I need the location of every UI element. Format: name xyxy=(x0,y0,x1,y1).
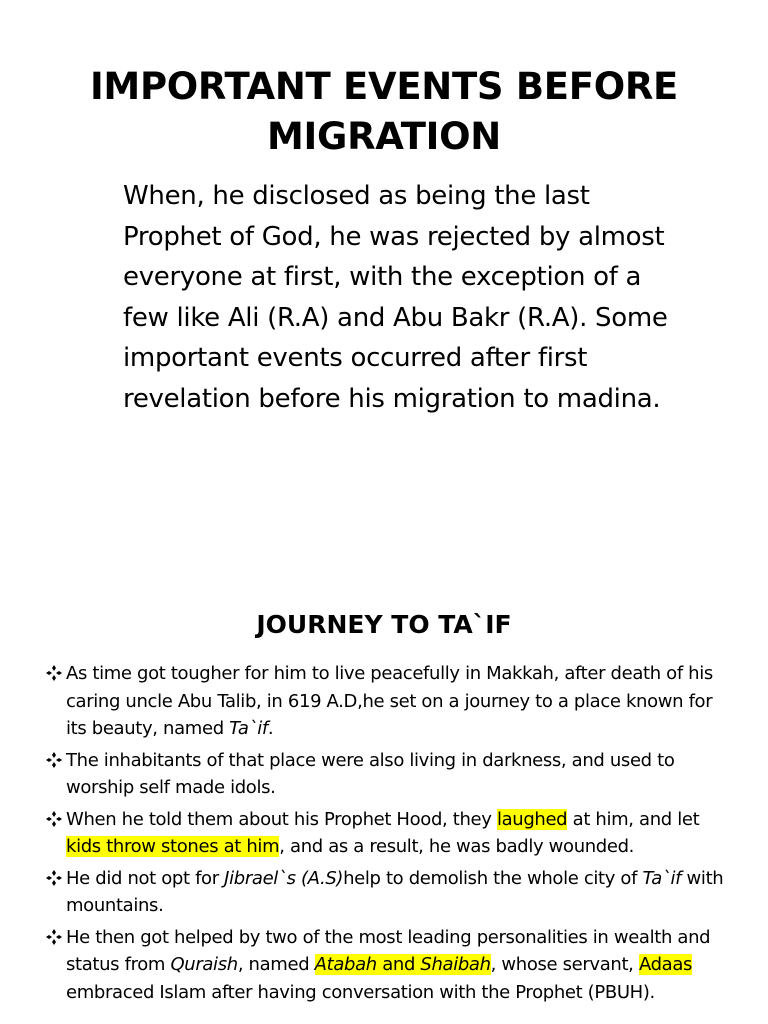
page-title: IMPORTANT EVENTS BEFORE MIGRATION xyxy=(89,65,679,158)
diamond-bullet-icon xyxy=(46,811,62,827)
list-item xyxy=(46,924,736,1007)
bullet-text: at him, and let xyxy=(567,808,700,830)
bullet-text: , whose servant, xyxy=(490,954,639,975)
bullet-text: help to demolish the whole city of xyxy=(343,867,643,889)
list-item xyxy=(46,806,736,861)
diamond-bullet-icon xyxy=(46,870,62,886)
bullet-text: , and as a result, he was badly wounded. xyxy=(279,836,635,857)
highlighted-name: Atabah xyxy=(314,954,377,975)
bullet-list xyxy=(46,660,736,1010)
place-name: Ta`if xyxy=(642,867,682,889)
name-text: Quraish xyxy=(170,954,238,975)
bullet-text: As time got tougher for him to live peacefully in Makkah, after death of his caring uncle Abu Talib, in 619 A.D,he set on a journey to a place known for its beauty, named xyxy=(66,663,713,739)
bullet-text: The inhabitants of that place were also living in darkness, and used to worship self made idols. xyxy=(66,749,675,798)
slide-journey-to-taif xyxy=(0,560,768,1024)
bullet-text: embraced Islam after having conversation with the Prophet (PBUH). xyxy=(66,981,655,1003)
list-item xyxy=(46,865,736,920)
bullet-text: He did not opt for xyxy=(66,867,225,889)
bullet-text: When he told them about his Prophet Hood, they xyxy=(66,808,497,830)
name-text: Jibrael`s (A.S) xyxy=(224,867,344,889)
slide-important-events xyxy=(0,0,768,470)
intro-paragraph: When, he disclosed as being the last Prophet of God, he was rejected by almost everyone at first, with the exception of a few like Ali (R.A) and Abu Bakr (R.A). Some important events occurred after first revelation before his migration to madina. xyxy=(123,181,668,414)
place-name: Ta`if xyxy=(229,718,268,739)
list-item xyxy=(46,660,736,743)
highlighted-text: kids throw stones at him xyxy=(66,836,280,857)
section-title: JOURNEY TO TA`IF xyxy=(256,610,512,639)
diamond-bullet-icon xyxy=(46,752,62,768)
bullet-text: He then got helped by two of the most leading personalities in wealth and status from xyxy=(66,926,711,975)
diamond-bullet-icon xyxy=(46,665,62,681)
highlighted-name: Adaas xyxy=(638,954,693,975)
list-item xyxy=(46,747,736,802)
bullet-text: with mountains. xyxy=(66,867,724,916)
highlighted-text: laughed xyxy=(496,808,568,830)
bullet-text: . xyxy=(267,718,274,739)
diamond-bullet-icon xyxy=(46,929,62,945)
highlighted-name: Shaibah xyxy=(420,954,491,975)
highlighted-text: and xyxy=(376,954,421,975)
bullet-text: , named xyxy=(237,954,315,975)
